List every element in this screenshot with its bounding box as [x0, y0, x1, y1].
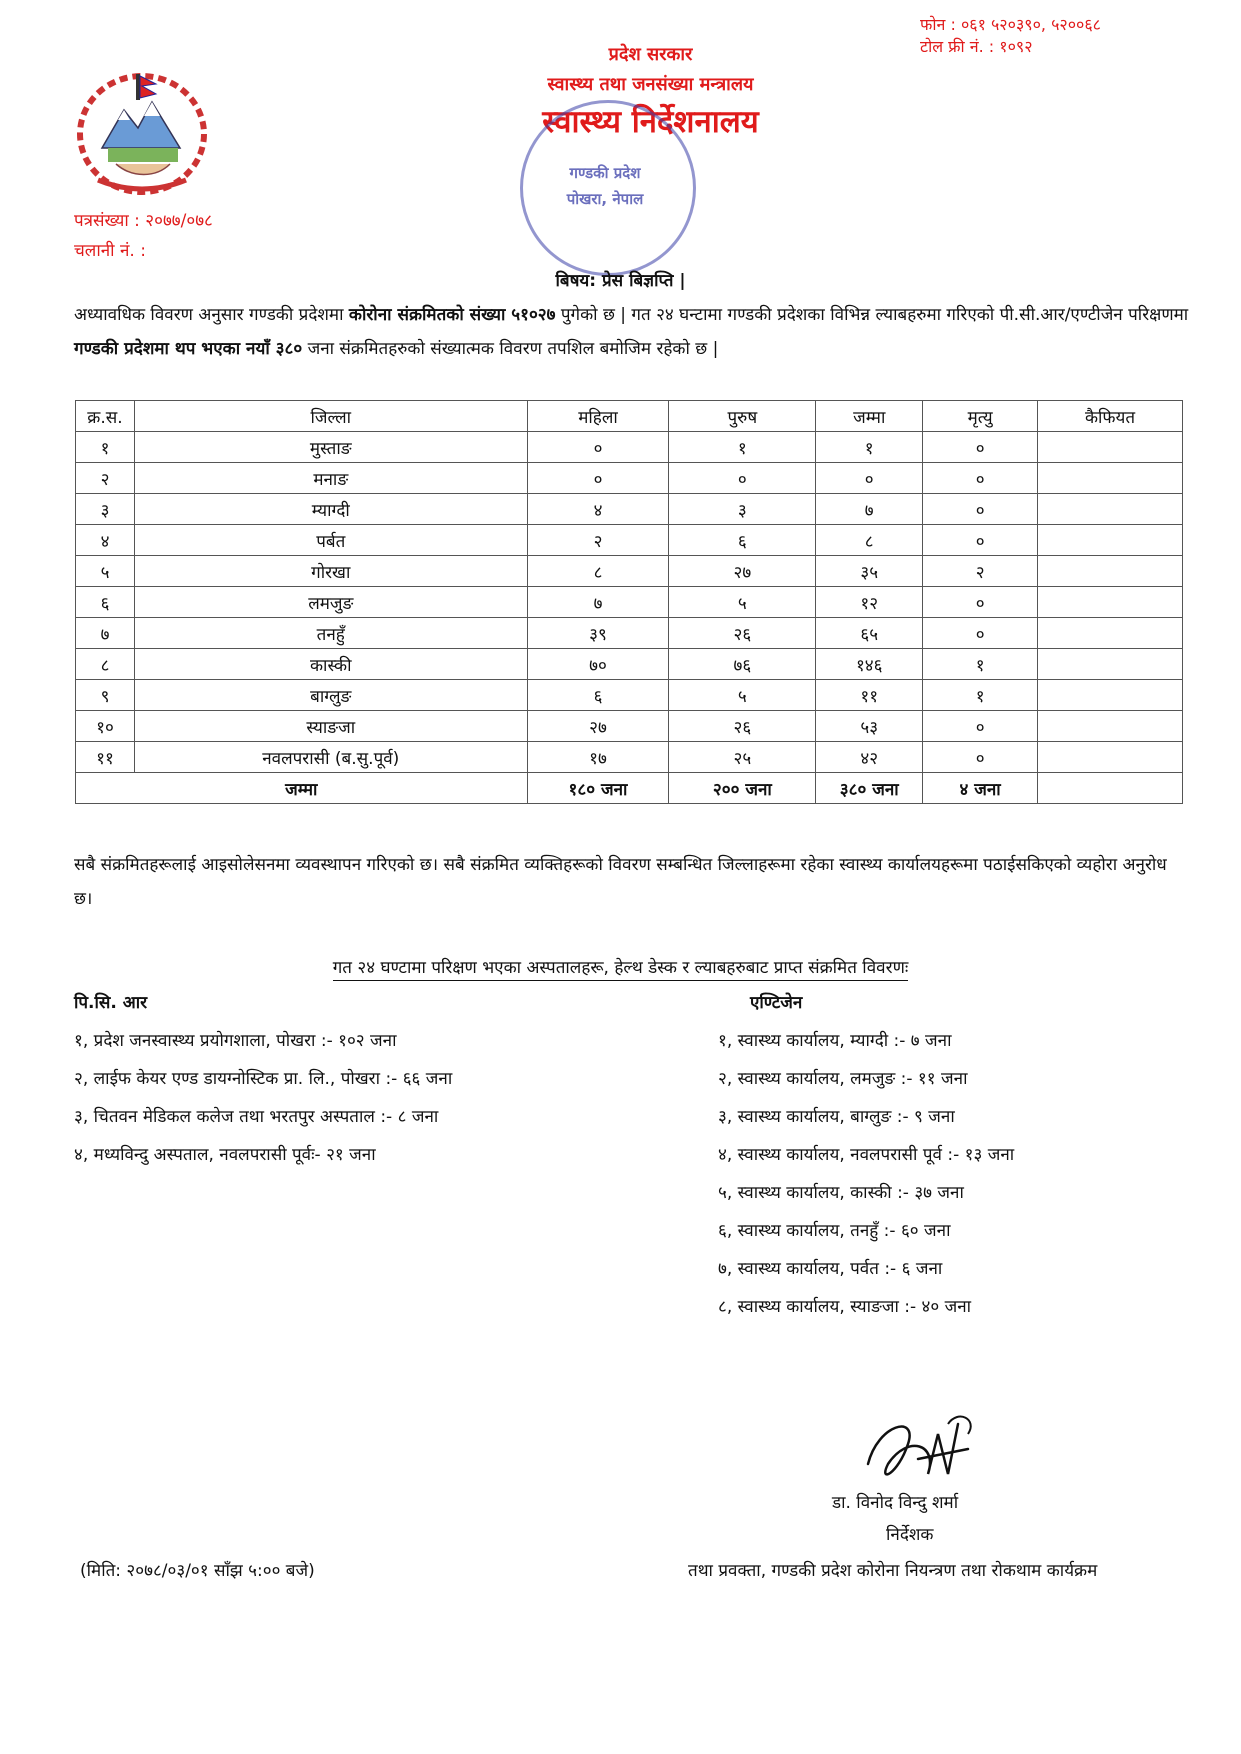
table-cell: तनहुँ: [134, 618, 527, 649]
table-cell: ०: [923, 525, 1038, 556]
intro-paragraph: [74, 298, 1194, 366]
table-cell: ०: [669, 463, 816, 494]
table-row: [76, 711, 1183, 742]
list-item: ३, चितवन मेडिकल कलेज तथा भरतपुर अस्पताल :- ८ जना: [74, 1107, 439, 1127]
table-cell: २०० जना: [669, 773, 816, 804]
table-cell: ७: [527, 587, 669, 618]
lab-section-heading: [0, 955, 1241, 978]
table-cell: ११: [816, 680, 923, 711]
table-cell: ८: [816, 525, 923, 556]
header-line-1: प्रदेश सरकार: [608, 44, 693, 65]
table-cell: ७६: [669, 649, 816, 680]
lab-section-heading-text: गत २४ घण्टामा परिक्षण भएका अस्पतालहरू, हेल्थ डेस्क र ल्याबहरुबाट प्राप्त संक्रमित विवरणः: [333, 958, 909, 981]
handwritten-signature: [858, 1404, 988, 1494]
table-cell: ३८० जना: [816, 773, 923, 804]
signatory-post: निर्देशक: [886, 1525, 934, 1545]
signatory-name: डा. विनोद विन्दु शर्मा: [832, 1493, 959, 1513]
table-row: [76, 463, 1183, 494]
table-cell: बाग्लुङ: [134, 680, 527, 711]
table-row: [76, 649, 1183, 680]
table-cell: क्र.स.: [76, 401, 135, 432]
table-cell: ०: [923, 711, 1038, 742]
table-cell: २: [76, 463, 135, 494]
list-item: ८, स्वास्थ्य कार्यालय, स्याङजा :- ४० जना: [718, 1297, 972, 1317]
table-cell: नवलपरासी (ब.सु.पूर्व): [134, 742, 527, 773]
table-row: [76, 587, 1183, 618]
table-row: [76, 742, 1183, 773]
table-cell: ७: [76, 618, 135, 649]
header-office-title: स्वास्थ्य निर्देशनालय: [542, 104, 759, 140]
intro-text: अध्यावधिक विवरण अनुसार गण्डकी प्रदेशमा: [74, 305, 349, 325]
antigen-list: [718, 1022, 1014, 1326]
table-cell: ३९: [527, 618, 669, 649]
table-cell: २७: [527, 711, 669, 742]
table-cell: ६: [669, 525, 816, 556]
table-cell: लमजुङ: [134, 587, 527, 618]
table-row: [76, 432, 1183, 463]
table-row: [76, 494, 1183, 525]
table-cell: कास्की: [134, 649, 527, 680]
table-cell: ६५: [816, 618, 923, 649]
table-cell: [1038, 494, 1183, 525]
list-item: २, लाईफ केयर एण्ड डायग्नोस्टिक प्रा. लि., पोखरा :- ६६ जना: [74, 1069, 453, 1089]
table-cell: १: [669, 432, 816, 463]
table-cell: ४: [527, 494, 669, 525]
table-cell: ५: [76, 556, 135, 587]
table-cell: [1038, 432, 1183, 463]
list-item: ६, स्वास्थ्य कार्यालय, तनहुँ :- ६० जना: [718, 1221, 951, 1241]
table-cell: [1038, 711, 1183, 742]
table-cell: १७: [527, 742, 669, 773]
list-item: ३, स्वास्थ्य कार्यालय, बाग्लुङ :- ९ जना: [718, 1107, 955, 1127]
release-date: (मिति: २०७८/०३/०१ साँझ ५:०० बजे): [80, 1561, 315, 1581]
table-cell: २५: [669, 742, 816, 773]
dispatch-number: चलानी नं. :: [74, 241, 146, 261]
table-cell: १: [923, 649, 1038, 680]
table-cell: ३: [669, 494, 816, 525]
table-cell: मनाङ: [134, 463, 527, 494]
list-item: २, स्वास्थ्य कार्यालय, लमजुङ :- ११ जना: [718, 1069, 968, 1089]
table-row: [76, 680, 1183, 711]
table-cell: स्याङजा: [134, 711, 527, 742]
table-cell: ९: [76, 680, 135, 711]
table-cell: ६: [527, 680, 669, 711]
table-cell: ३: [76, 494, 135, 525]
table-cell: ११: [76, 742, 135, 773]
table-cell: ०: [923, 432, 1038, 463]
table-cell: २७: [669, 556, 816, 587]
list-item: ४, स्वास्थ्य कार्यालय, नवलपरासी पूर्व :- १३ जना: [718, 1145, 1015, 1165]
total-infected-highlight: कोरोना संक्रमितको संख्या ५१०२७: [348, 305, 556, 325]
list-item: ४, मध्यविन्दु अस्पताल, नवलपरासी पूर्वः- २१ जना: [74, 1145, 376, 1165]
seal-text-line: पोखरा, नेपाल: [566, 190, 644, 208]
table-cell: १२: [816, 587, 923, 618]
table-cell: [1038, 649, 1183, 680]
table-row: [76, 556, 1183, 587]
table-cell: मुस्ताङ: [134, 432, 527, 463]
table-cell: पुरुष: [669, 401, 816, 432]
table-cell: ७०: [527, 649, 669, 680]
table-cell: ३५: [816, 556, 923, 587]
table-header-row: [76, 401, 1183, 432]
table-cell: गोरखा: [134, 556, 527, 587]
table-cell: ०: [923, 463, 1038, 494]
table-cell: ०: [923, 587, 1038, 618]
table-cell: २६: [669, 618, 816, 649]
signatory-role: तथा प्रवक्ता, गण्डकी प्रदेश कोरोना नियन्त्रण तथा रोकथाम कार्यक्रम: [688, 1561, 1098, 1581]
table-cell: मृत्यु: [923, 401, 1038, 432]
table-cell: २६: [669, 711, 816, 742]
table-cell: ०: [816, 463, 923, 494]
table-cell: ०: [923, 494, 1038, 525]
table-cell: ०: [923, 742, 1038, 773]
table-cell: ८: [527, 556, 669, 587]
isolation-note: सबै संक्रमितहरूलाई आइसोलेसनमा व्यवस्थापन गरिएको छ। सबै संक्रमित व्यक्तिहरूको विवरण सम्बन्धित जिल्लाहरूमा रहेका स्वास्थ्य कार्यालयहरूमा पठाईसकिएको व्यहोरा अनुरोध छ।: [74, 855, 1167, 909]
table-cell: १: [816, 432, 923, 463]
table-cell: [1038, 680, 1183, 711]
table-cell: २: [923, 556, 1038, 587]
table-cell: [1038, 556, 1183, 587]
antigen-title: एण्टिजेन: [750, 993, 803, 1013]
table-cell: [1038, 773, 1183, 804]
list-item: १, स्वास्थ्य कार्यालय, म्याग्दी :- ७ जना: [718, 1031, 952, 1051]
seal-text-line: गण्डकी प्रदेश: [569, 164, 641, 182]
list-item: ७, स्वास्थ्य कार्यालय, पर्वत :- ६ जना: [718, 1259, 943, 1279]
table-cell: [1038, 618, 1183, 649]
table-cell: ७: [816, 494, 923, 525]
intro-text: जना संक्रमितहरुको संख्यात्मक विवरण तपशिल बमोजिम रहेको छ |: [302, 339, 719, 359]
table-cell: १०: [76, 711, 135, 742]
table-cell: ८: [76, 649, 135, 680]
toll-free-number: टोल फ्री नं. : १०९२: [920, 37, 1033, 56]
table-cell: [1038, 742, 1183, 773]
table-cell: १४६: [816, 649, 923, 680]
district-cases-table: [75, 400, 1183, 804]
table-cell: ०: [527, 463, 669, 494]
table-cell: ४२: [816, 742, 923, 773]
table-cell: [1038, 587, 1183, 618]
table-cell: ०: [527, 432, 669, 463]
table-body: [76, 401, 1183, 804]
pcr-list: [74, 1022, 452, 1174]
intro-text: पुगेको छ | गत २४ घन्टामा गण्डकी प्रदेशका विभिन्न ल्याबहरुमा गरिएको पी.सी.आर/एण्टीजेन परिक्षणमा: [555, 305, 1189, 325]
list-item: १, प्रदेश जनस्वास्थ्य प्रयोगशाला, पोखरा :- १०२ जना: [74, 1031, 397, 1051]
list-item: ५, स्वास्थ्य कार्यालय, कास्की :- ३७ जना: [718, 1183, 964, 1203]
table-cell: ४: [76, 525, 135, 556]
phone-number: फोन : ०६१ ५२०३९०, ५२००६८: [920, 15, 1101, 34]
table-cell: पर्बत: [134, 525, 527, 556]
seal-text: [520, 160, 690, 212]
table-cell: १: [923, 680, 1038, 711]
table-cell: कैफियत: [1038, 401, 1183, 432]
table-cell: [1038, 463, 1183, 494]
table-cell: जम्मा: [816, 401, 923, 432]
header-ministry: स्वास्थ्य तथा जनसंख्या मन्त्रालय: [547, 74, 754, 95]
table-row: [76, 618, 1183, 649]
table-cell: १८० जना: [527, 773, 669, 804]
table-cell: २: [527, 525, 669, 556]
table-cell: जिल्ला: [134, 401, 527, 432]
table-total-row: [76, 773, 1183, 804]
table-row: [76, 525, 1183, 556]
table-cell: ५३: [816, 711, 923, 742]
table-cell: महिला: [527, 401, 669, 432]
table-cell: ०: [923, 618, 1038, 649]
table-cell: जम्मा: [76, 773, 528, 804]
table-cell: म्याग्दी: [134, 494, 527, 525]
table-cell: ५: [669, 680, 816, 711]
table-cell: ६: [76, 587, 135, 618]
table-cell: ४ जना: [923, 773, 1038, 804]
table-cell: १: [76, 432, 135, 463]
table-cell: ५: [669, 587, 816, 618]
letter-number: पत्रसंख्या : २०७७/०७८: [74, 211, 213, 231]
new-cases-highlight: गण्डकी प्रदेशमा थप भएका नयाँ ३८०: [74, 339, 303, 359]
pcr-title: पि.सि. आर: [74, 993, 148, 1013]
subject-line: बिषय: प्रेस बिज्ञप्ति |: [555, 271, 686, 291]
table-cell: [1038, 525, 1183, 556]
